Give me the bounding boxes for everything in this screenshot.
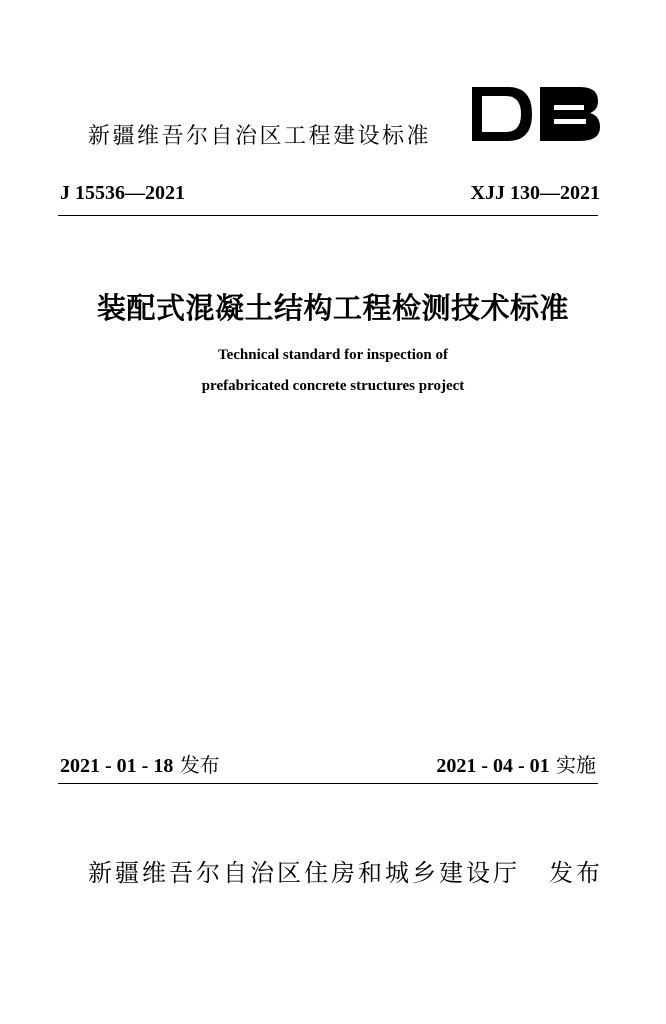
standard-category-label: 新疆维吾尔自治区工程建设标准	[88, 124, 432, 149]
publish-label: 发布	[549, 859, 603, 887]
effective-date: 2021 - 04 - 01	[436, 755, 550, 777]
top-divider	[58, 215, 598, 216]
standard-code-local: XJJ 130—2021	[470, 182, 600, 204]
effective-label: 实施	[556, 753, 596, 777]
publisher-name: 新疆维吾尔自治区住房和城乡建设厅	[88, 859, 520, 887]
effective-date-block	[436, 749, 596, 778]
document-title-en-line1: Technical standard for inspection of	[217, 347, 449, 363]
issue-label: 发布	[179, 753, 220, 777]
document-title-zh: 装配式混凝土结构工程检测技术标准	[96, 291, 569, 325]
db-logo	[468, 83, 602, 145]
standard-code-national: J 15536—2021	[60, 182, 185, 204]
bottom-divider	[58, 783, 598, 784]
issue-date: 2021 - 01 - 18	[60, 755, 174, 777]
document-title-en-line2: prefabricated concrete structures project	[201, 378, 465, 394]
issue-date-block	[60, 749, 220, 778]
